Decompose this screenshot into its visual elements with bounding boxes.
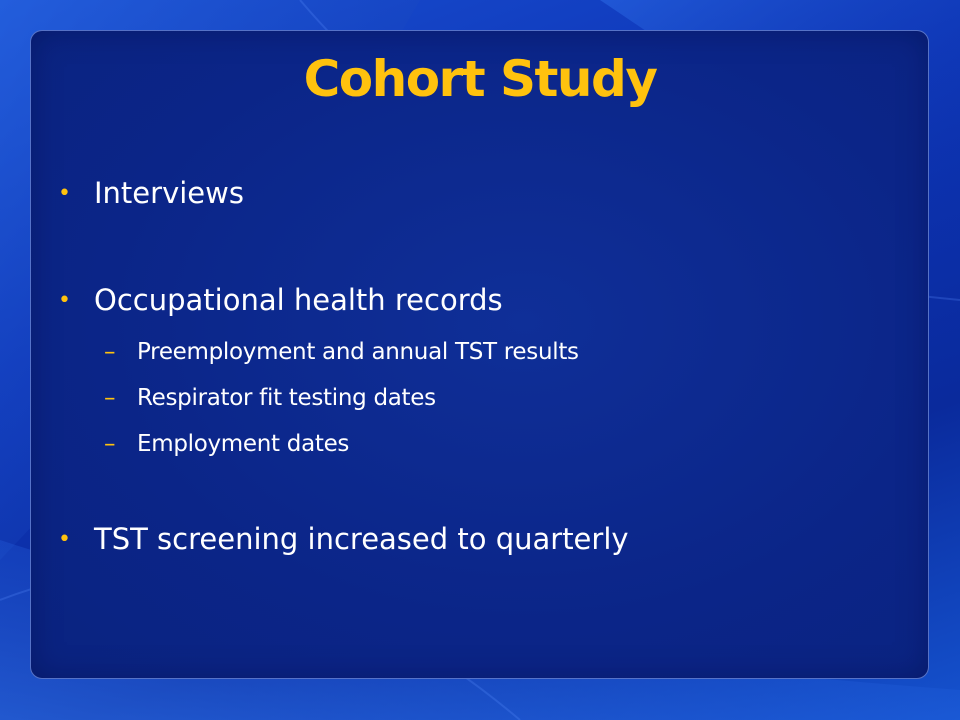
sub-item-respirator-fit-testing (104, 385, 436, 411)
sub-item-text: Employment dates (137, 431, 350, 457)
sub-dash-icon: – (104, 431, 116, 457)
slide-title: Cohort Study (303, 50, 657, 108)
sub-item-text: Respirator fit testing dates (137, 385, 436, 411)
bullet-item-interviews (58, 176, 244, 210)
bullet-text: Interviews (94, 176, 244, 210)
sub-item-preemployment-tst (104, 339, 579, 365)
bullet-item-occupational-health-records (58, 283, 503, 317)
bullet-dot-icon: • (58, 288, 71, 313)
sub-item-employment-dates (104, 431, 349, 457)
bullet-item-tst-screening (58, 522, 629, 556)
bullet-dot-icon: • (58, 527, 71, 552)
bullet-dot-icon: • (58, 181, 71, 206)
bullet-text: Occupational health records (94, 283, 503, 317)
bullet-text: TST screening increased to quarterly (94, 522, 629, 556)
sub-dash-icon: – (104, 339, 116, 365)
sub-item-text: Preemployment and annual TST results (137, 339, 579, 365)
sub-dash-icon: – (104, 385, 116, 411)
